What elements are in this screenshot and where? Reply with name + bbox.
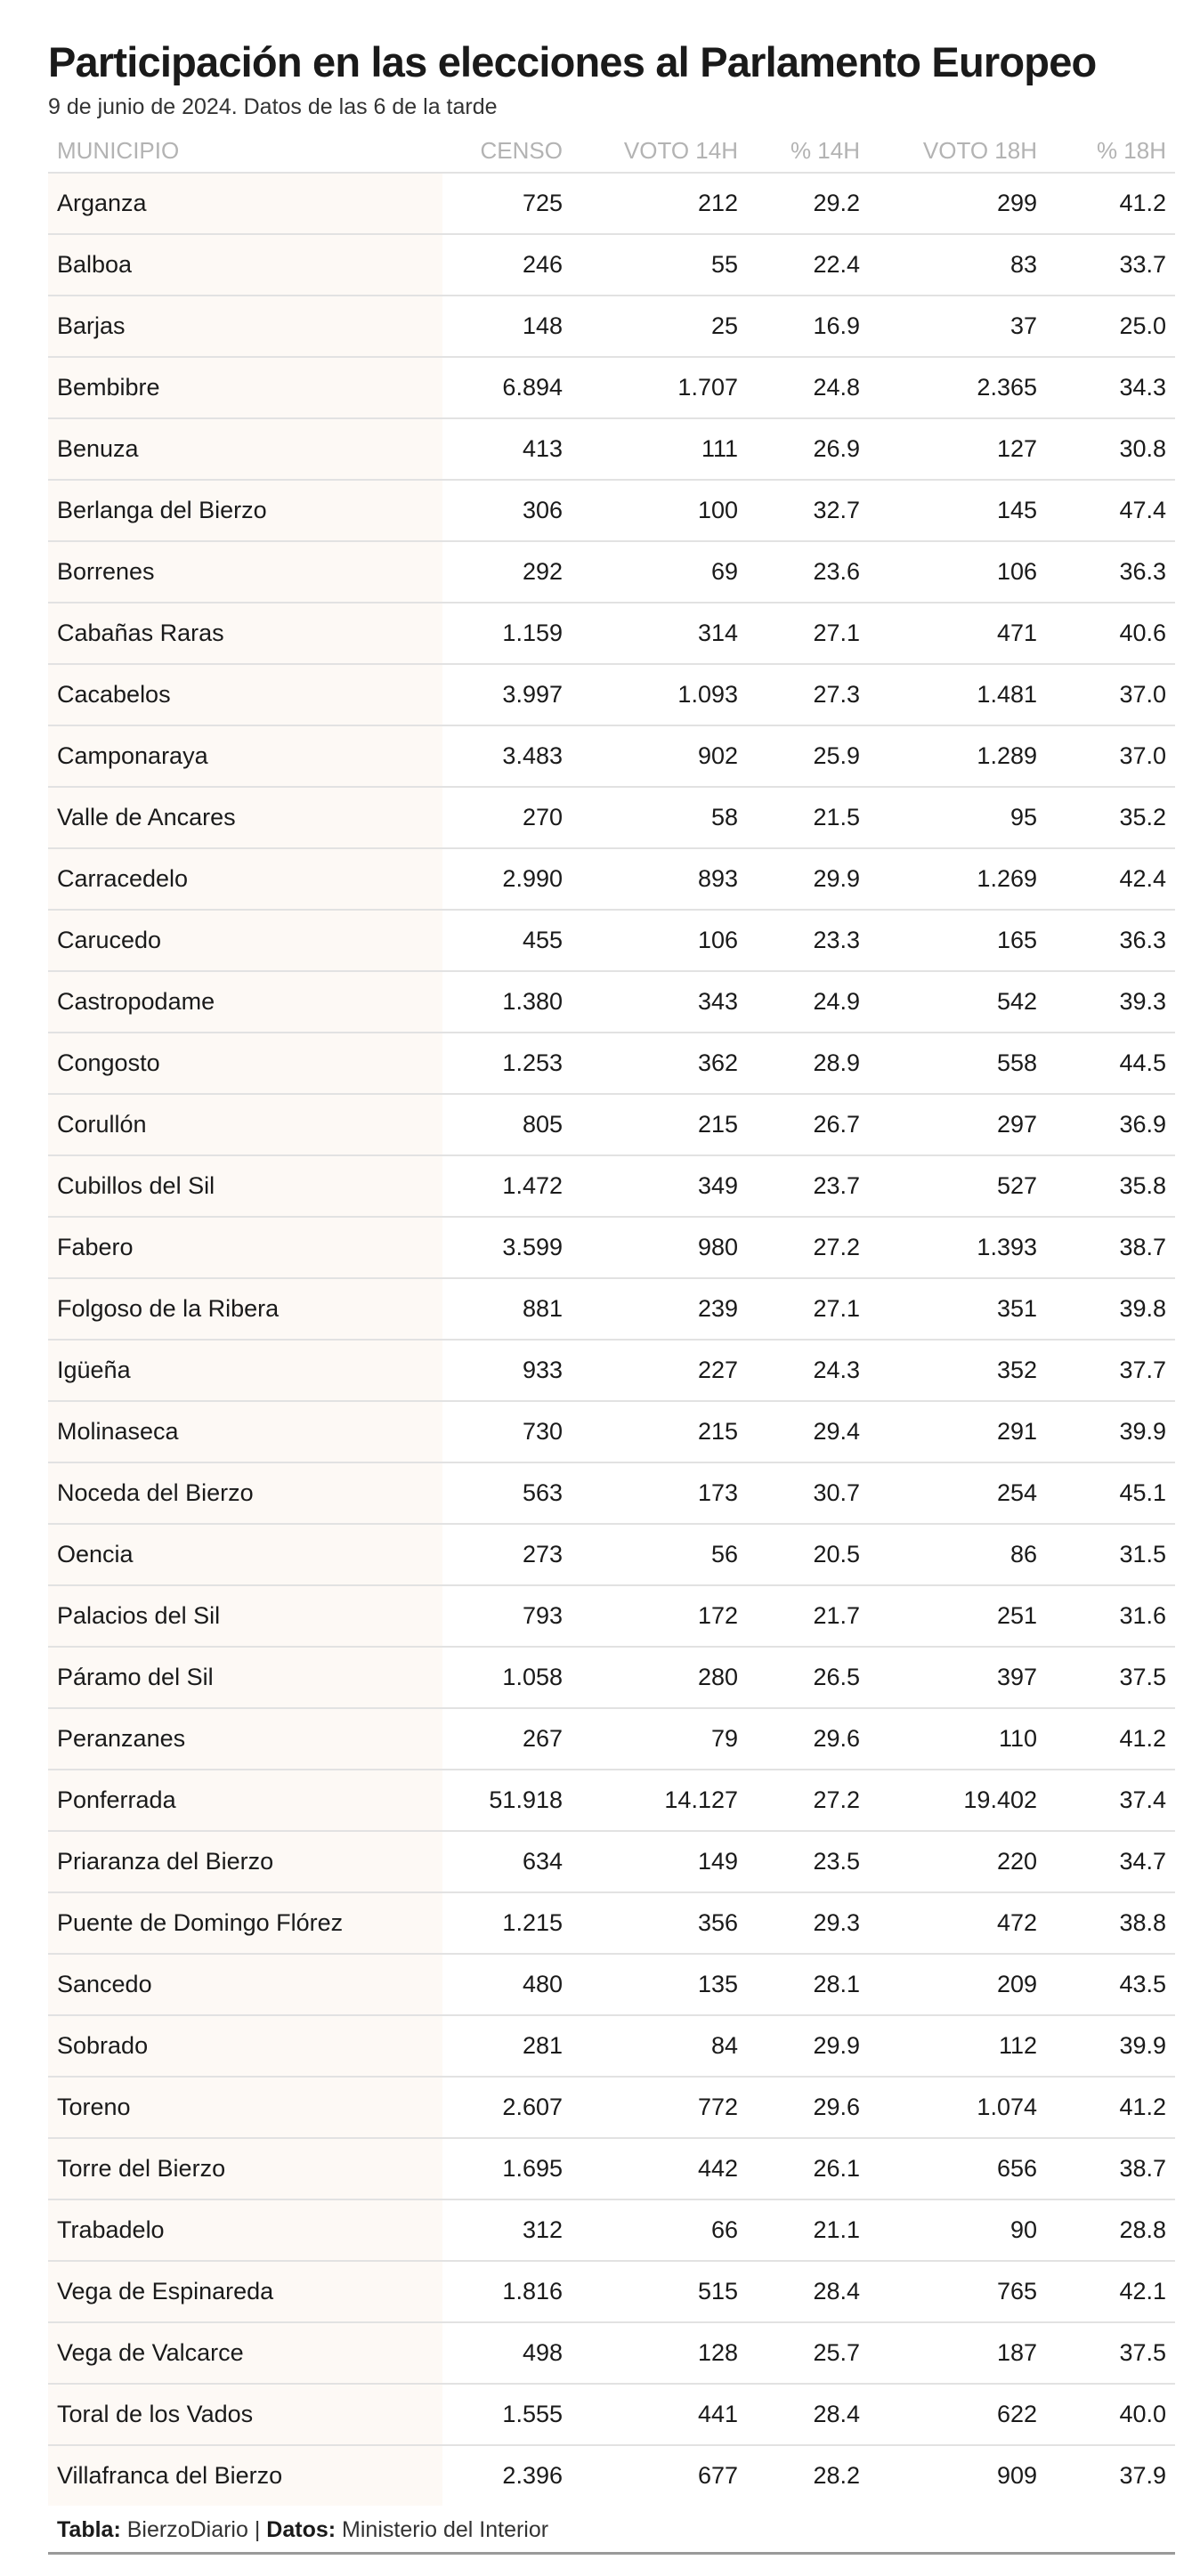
- cell-censo: 246: [442, 234, 572, 296]
- cell-pct-18h: 37.7: [1046, 1340, 1175, 1401]
- cell-voto-18h: 291: [869, 1401, 1046, 1462]
- cell-pct-14h: 27.1: [747, 1278, 869, 1340]
- table-row: [48, 1770, 1175, 1831]
- cell-municipio: Carucedo: [48, 910, 442, 971]
- cell-pct-18h: 36.9: [1046, 1094, 1175, 1155]
- cell-pct-14h: 29.4: [747, 1401, 869, 1462]
- table-row: [48, 1524, 1175, 1585]
- cell-pct-14h: 28.9: [747, 1033, 869, 1094]
- table-row: [48, 173, 1175, 234]
- cell-pct-14h: 27.2: [747, 1217, 869, 1278]
- table-card: [48, 34, 1175, 2555]
- cell-pct-18h: 41.2: [1046, 1708, 1175, 1770]
- footer-data-label: Datos:: [266, 2517, 336, 2542]
- table-row: [48, 910, 1175, 971]
- cell-censo: 1.695: [442, 2138, 572, 2199]
- cell-municipio: Barjas: [48, 296, 442, 357]
- cell-municipio: Arganza: [48, 173, 442, 234]
- cell-censo: 455: [442, 910, 572, 971]
- cell-pct-14h: 20.5: [747, 1524, 869, 1585]
- cell-pct-18h: 44.5: [1046, 1033, 1175, 1094]
- cell-voto-14h: 441: [572, 2384, 747, 2445]
- cell-voto-18h: 90: [869, 2199, 1046, 2261]
- cell-censo: 273: [442, 1524, 572, 1585]
- cell-censo: 480: [442, 1954, 572, 2015]
- table-row: [48, 480, 1175, 541]
- cell-voto-14h: 227: [572, 1340, 747, 1401]
- footer-data-value: Ministerio del Interior: [342, 2517, 549, 2542]
- cell-censo: 2.990: [442, 848, 572, 910]
- cell-municipio: Balboa: [48, 234, 442, 296]
- cell-voto-14h: 314: [572, 603, 747, 664]
- cell-voto-18h: 299: [869, 173, 1046, 234]
- footer-table-value: BierzoDiario: [126, 2517, 248, 2542]
- cell-pct-18h: 43.5: [1046, 1954, 1175, 2015]
- cell-voto-14h: 128: [572, 2322, 747, 2384]
- cell-voto-18h: 106: [869, 541, 1046, 603]
- cell-voto-14h: 106: [572, 910, 747, 971]
- cell-municipio: Cacabelos: [48, 664, 442, 725]
- cell-pct-14h: 29.9: [747, 848, 869, 910]
- cell-pct-18h: 25.0: [1046, 296, 1175, 357]
- cell-pct-14h: 27.1: [747, 603, 869, 664]
- cell-voto-14h: 25: [572, 296, 747, 357]
- cell-voto-14h: 1.707: [572, 357, 747, 418]
- cell-municipio: Cabañas Raras: [48, 603, 442, 664]
- cell-pct-14h: 23.3: [747, 910, 869, 971]
- cell-municipio: Molinaseca: [48, 1401, 442, 1462]
- cell-municipio: Sancedo: [48, 1954, 442, 2015]
- cell-municipio: Benuza: [48, 418, 442, 480]
- cell-censo: 1.159: [442, 603, 572, 664]
- cell-voto-18h: 622: [869, 2384, 1046, 2445]
- cell-pct-14h: 29.6: [747, 1708, 869, 1770]
- cell-pct-14h: 24.9: [747, 971, 869, 1033]
- cell-voto-18h: 187: [869, 2322, 1046, 2384]
- cell-pct-18h: 35.8: [1046, 1155, 1175, 1217]
- cell-censo: 933: [442, 1340, 572, 1401]
- table-row: [48, 357, 1175, 418]
- column-header-pct-14h[interactable]: % 14H: [790, 136, 860, 164]
- cell-censo: 634: [442, 1831, 572, 1892]
- cell-municipio: Puente de Domingo Flórez: [48, 1892, 442, 1954]
- cell-voto-18h: 297: [869, 1094, 1046, 1155]
- cell-pct-18h: 37.5: [1046, 2322, 1175, 2384]
- cell-voto-18h: 83: [869, 234, 1046, 296]
- cell-voto-18h: 471: [869, 603, 1046, 664]
- cell-voto-18h: 165: [869, 910, 1046, 971]
- cell-voto-18h: 1.074: [869, 2077, 1046, 2138]
- cell-pct-18h: 38.7: [1046, 2138, 1175, 2199]
- cell-censo: 730: [442, 1401, 572, 1462]
- cell-censo: 148: [442, 296, 572, 357]
- cell-pct-18h: 39.3: [1046, 971, 1175, 1033]
- cell-voto-18h: 765: [869, 2261, 1046, 2322]
- cell-voto-18h: 127: [869, 418, 1046, 480]
- cell-pct-18h: 30.8: [1046, 418, 1175, 480]
- cell-municipio: Congosto: [48, 1033, 442, 1094]
- cell-voto-18h: 542: [869, 971, 1046, 1033]
- column-header-municipio[interactable]: MUNICIPIO: [57, 136, 180, 164]
- cell-municipio: Toreno: [48, 2077, 442, 2138]
- cell-voto-14h: 442: [572, 2138, 747, 2199]
- bottom-divider: [48, 2552, 1175, 2555]
- table-row: [48, 1278, 1175, 1340]
- cell-pct-18h: 34.7: [1046, 1831, 1175, 1892]
- cell-pct-14h: 29.2: [747, 173, 869, 234]
- cell-censo: 292: [442, 541, 572, 603]
- cell-voto-14h: 980: [572, 1217, 747, 1278]
- cell-pct-14h: 24.3: [747, 1340, 869, 1401]
- cell-voto-18h: 19.402: [869, 1770, 1046, 1831]
- cell-municipio: Oencia: [48, 1524, 442, 1585]
- cell-voto-18h: 397: [869, 1647, 1046, 1708]
- cell-voto-14h: 215: [572, 1401, 747, 1462]
- cell-censo: 312: [442, 2199, 572, 2261]
- cell-censo: 793: [442, 1585, 572, 1647]
- cell-voto-18h: 558: [869, 1033, 1046, 1094]
- cell-censo: 725: [442, 173, 572, 234]
- cell-voto-18h: 110: [869, 1708, 1046, 1770]
- cell-pct-18h: 37.9: [1046, 2445, 1175, 2506]
- cell-voto-18h: 251: [869, 1585, 1046, 1647]
- cell-censo: 413: [442, 418, 572, 480]
- cell-voto-14h: 173: [572, 1462, 747, 1524]
- table-row: [48, 848, 1175, 910]
- cell-voto-18h: 220: [869, 1831, 1046, 1892]
- cell-voto-18h: 909: [869, 2445, 1046, 2506]
- cell-censo: 2.607: [442, 2077, 572, 2138]
- table-row: [48, 2138, 1175, 2199]
- cell-pct-14h: 29.6: [747, 2077, 869, 2138]
- column-header-pct-18h[interactable]: % 18H: [1096, 136, 1166, 164]
- cell-municipio: Torre del Bierzo: [48, 2138, 442, 2199]
- page-subtitle: 9 de junio de 2024. Datos de las 6 de la tarde: [48, 94, 498, 119]
- cell-voto-14h: 893: [572, 848, 747, 910]
- cell-pct-14h: 28.4: [747, 2261, 869, 2322]
- cell-censo: 51.918: [442, 1770, 572, 1831]
- cell-pct-14h: 23.7: [747, 1155, 869, 1217]
- cell-pct-18h: 38.8: [1046, 1892, 1175, 1954]
- cell-pct-18h: 37.0: [1046, 725, 1175, 787]
- page-title: Participación en las elecciones al Parlamento Europeo: [48, 38, 1097, 85]
- cell-municipio: Folgoso de la Ribera: [48, 1278, 442, 1340]
- cell-municipio: Sobrado: [48, 2015, 442, 2077]
- cell-censo: 3.483: [442, 725, 572, 787]
- turnout-table: [48, 129, 1175, 2506]
- cell-pct-14h: 25.9: [747, 725, 869, 787]
- cell-pct-14h: 26.5: [747, 1647, 869, 1708]
- cell-voto-14h: 1.093: [572, 664, 747, 725]
- cell-voto-14h: 56: [572, 1524, 747, 1585]
- cell-pct-18h: 37.4: [1046, 1770, 1175, 1831]
- cell-municipio: Carracedelo: [48, 848, 442, 910]
- cell-censo: 1.253: [442, 1033, 572, 1094]
- cell-censo: 281: [442, 2015, 572, 2077]
- cell-voto-18h: 1.269: [869, 848, 1046, 910]
- cell-voto-14h: 79: [572, 1708, 747, 1770]
- cell-pct-18h: 35.2: [1046, 787, 1175, 848]
- table-row: [48, 1155, 1175, 1217]
- cell-voto-14h: 172: [572, 1585, 747, 1647]
- cell-censo: 3.599: [442, 1217, 572, 1278]
- cell-pct-18h: 31.5: [1046, 1524, 1175, 1585]
- cell-pct-14h: 21.5: [747, 787, 869, 848]
- cell-censo: 1.215: [442, 1892, 572, 1954]
- cell-municipio: Páramo del Sil: [48, 1647, 442, 1708]
- cell-voto-18h: 2.365: [869, 357, 1046, 418]
- cell-pct-14h: 30.7: [747, 1462, 869, 1524]
- cell-municipio: Bembibre: [48, 357, 442, 418]
- cell-censo: 881: [442, 1278, 572, 1340]
- cell-municipio: Ponferrada: [48, 1770, 442, 1831]
- cell-municipio: Toral de los Vados: [48, 2384, 442, 2445]
- cell-pct-14h: 28.1: [747, 1954, 869, 2015]
- cell-pct-14h: 26.7: [747, 1094, 869, 1155]
- cell-voto-14h: 100: [572, 480, 747, 541]
- table-row: [48, 971, 1175, 1033]
- cell-pct-14h: 28.4: [747, 2384, 869, 2445]
- cell-pct-18h: 38.7: [1046, 1217, 1175, 1278]
- cell-voto-14h: 362: [572, 1033, 747, 1094]
- cell-municipio: Camponaraya: [48, 725, 442, 787]
- cell-pct-18h: 40.0: [1046, 2384, 1175, 2445]
- cell-pct-18h: 28.8: [1046, 2199, 1175, 2261]
- cell-voto-14h: 58: [572, 787, 747, 848]
- cell-municipio: Castropodame: [48, 971, 442, 1033]
- cell-voto-14h: 135: [572, 1954, 747, 2015]
- cell-voto-14h: 515: [572, 2261, 747, 2322]
- table-row: [48, 2445, 1175, 2506]
- cell-censo: 1.816: [442, 2261, 572, 2322]
- table-row: [48, 603, 1175, 664]
- cell-municipio: Corullón: [48, 1094, 442, 1155]
- table-header: [48, 129, 1175, 173]
- column-header-voto-14h[interactable]: VOTO 14H: [623, 136, 738, 164]
- cell-pct-18h: 36.3: [1046, 910, 1175, 971]
- cell-pct-14h: 29.3: [747, 1892, 869, 1954]
- table-row: [48, 2384, 1175, 2445]
- table-row: [48, 1647, 1175, 1708]
- cell-pct-18h: 42.1: [1046, 2261, 1175, 2322]
- cell-voto-18h: 112: [869, 2015, 1046, 2077]
- table-row: [48, 2261, 1175, 2322]
- cell-pct-18h: 39.9: [1046, 2015, 1175, 2077]
- cell-pct-14h: 21.7: [747, 1585, 869, 1647]
- cell-voto-18h: 656: [869, 2138, 1046, 2199]
- table-row: [48, 1954, 1175, 2015]
- table-row: [48, 1401, 1175, 1462]
- cell-voto-14h: 343: [572, 971, 747, 1033]
- cell-voto-14h: 69: [572, 541, 747, 603]
- table-row: [48, 664, 1175, 725]
- cell-voto-18h: 1.289: [869, 725, 1046, 787]
- cell-pct-14h: 27.3: [747, 664, 869, 725]
- cell-voto-14h: 280: [572, 1647, 747, 1708]
- table-row: [48, 541, 1175, 603]
- cell-pct-14h: 21.1: [747, 2199, 869, 2261]
- cell-pct-14h: 29.9: [747, 2015, 869, 2077]
- cell-censo: 805: [442, 1094, 572, 1155]
- cell-voto-14h: 356: [572, 1892, 747, 1954]
- cell-censo: 1.380: [442, 971, 572, 1033]
- cell-pct-18h: 40.6: [1046, 603, 1175, 664]
- cell-pct-18h: 34.3: [1046, 357, 1175, 418]
- cell-voto-18h: 1.393: [869, 1217, 1046, 1278]
- cell-censo: 498: [442, 2322, 572, 2384]
- table-row: [48, 787, 1175, 848]
- cell-pct-18h: 41.2: [1046, 2077, 1175, 2138]
- cell-municipio: Cubillos del Sil: [48, 1155, 442, 1217]
- table-body: [48, 173, 1175, 2506]
- cell-municipio: Palacios del Sil: [48, 1585, 442, 1647]
- cell-municipio: Berlanga del Bierzo: [48, 480, 442, 541]
- cell-municipio: Noceda del Bierzo: [48, 1462, 442, 1524]
- cell-pct-14h: 23.5: [747, 1831, 869, 1892]
- cell-pct-18h: 37.0: [1046, 664, 1175, 725]
- cell-censo: 1.555: [442, 2384, 572, 2445]
- cell-voto-14h: 677: [572, 2445, 747, 2506]
- cell-pct-18h: 39.8: [1046, 1278, 1175, 1340]
- table-row: [48, 1462, 1175, 1524]
- cell-censo: 270: [442, 787, 572, 848]
- table-row: [48, 234, 1175, 296]
- cell-voto-14h: 66: [572, 2199, 747, 2261]
- cell-voto-18h: 254: [869, 1462, 1046, 1524]
- cell-municipio: Igüeña: [48, 1340, 442, 1401]
- cell-pct-18h: 41.2: [1046, 173, 1175, 234]
- table-row: [48, 2199, 1175, 2261]
- table-row: [48, 1094, 1175, 1155]
- table-row: [48, 1892, 1175, 1954]
- cell-censo: 1.058: [442, 1647, 572, 1708]
- cell-pct-14h: 16.9: [747, 296, 869, 357]
- column-header-voto-18h[interactable]: VOTO 18H: [922, 136, 1037, 164]
- cell-pct-14h: 26.1: [747, 2138, 869, 2199]
- table-row: [48, 1033, 1175, 1094]
- cell-voto-18h: 472: [869, 1892, 1046, 1954]
- table-row: [48, 1217, 1175, 1278]
- cell-voto-18h: 527: [869, 1155, 1046, 1217]
- cell-pct-18h: 31.6: [1046, 1585, 1175, 1647]
- source-footer: [48, 2515, 1175, 2545]
- table-row: [48, 1708, 1175, 1770]
- cell-voto-18h: 37: [869, 296, 1046, 357]
- header-row: [48, 129, 1175, 173]
- cell-pct-14h: 28.2: [747, 2445, 869, 2506]
- cell-voto-14h: 55: [572, 234, 747, 296]
- cell-municipio: Borrenes: [48, 541, 442, 603]
- cell-pct-18h: 33.7: [1046, 234, 1175, 296]
- cell-pct-14h: 32.7: [747, 480, 869, 541]
- cell-pct-18h: 37.5: [1046, 1647, 1175, 1708]
- cell-censo: 6.894: [442, 357, 572, 418]
- cell-censo: 3.997: [442, 664, 572, 725]
- cell-voto-18h: 86: [869, 1524, 1046, 1585]
- cell-pct-18h: 45.1: [1046, 1462, 1175, 1524]
- column-header-censo[interactable]: CENSO: [480, 136, 563, 164]
- cell-voto-14h: 772: [572, 2077, 747, 2138]
- cell-voto-14h: 111: [572, 418, 747, 480]
- cell-censo: 2.396: [442, 2445, 572, 2506]
- cell-voto-18h: 145: [869, 480, 1046, 541]
- table-row: [48, 1831, 1175, 1892]
- table-row: [48, 1340, 1175, 1401]
- cell-municipio: Valle de Ancares: [48, 787, 442, 848]
- cell-pct-14h: 22.4: [747, 234, 869, 296]
- cell-pct-18h: 36.3: [1046, 541, 1175, 603]
- table-row: [48, 2322, 1175, 2384]
- cell-voto-14h: 14.127: [572, 1770, 747, 1831]
- table-row: [48, 296, 1175, 357]
- cell-municipio: Peranzanes: [48, 1708, 442, 1770]
- cell-municipio: Priaranza del Bierzo: [48, 1831, 442, 1892]
- cell-pct-14h: 26.9: [747, 418, 869, 480]
- cell-censo: 267: [442, 1708, 572, 1770]
- cell-voto-18h: 209: [869, 1954, 1046, 2015]
- cell-voto-18h: 352: [869, 1340, 1046, 1401]
- cell-voto-18h: 1.481: [869, 664, 1046, 725]
- cell-censo: 306: [442, 480, 572, 541]
- cell-pct-14h: 24.8: [747, 357, 869, 418]
- table-row: [48, 2015, 1175, 2077]
- cell-voto-14h: 149: [572, 1831, 747, 1892]
- cell-voto-18h: 95: [869, 787, 1046, 848]
- cell-voto-14h: 902: [572, 725, 747, 787]
- cell-municipio: Vega de Espinareda: [48, 2261, 442, 2322]
- cell-censo: 1.472: [442, 1155, 572, 1217]
- cell-censo: 563: [442, 1462, 572, 1524]
- cell-voto-18h: 351: [869, 1278, 1046, 1340]
- cell-municipio: Fabero: [48, 1217, 442, 1278]
- table-row: [48, 2077, 1175, 2138]
- cell-pct-18h: 42.4: [1046, 848, 1175, 910]
- cell-pct-18h: 39.9: [1046, 1401, 1175, 1462]
- footer-table-label: Tabla:: [57, 2517, 121, 2542]
- cell-municipio: Trabadelo: [48, 2199, 442, 2261]
- cell-voto-14h: 239: [572, 1278, 747, 1340]
- cell-voto-14h: 215: [572, 1094, 747, 1155]
- table-row: [48, 418, 1175, 480]
- cell-pct-14h: 23.6: [747, 541, 869, 603]
- cell-voto-14h: 212: [572, 173, 747, 234]
- table-row: [48, 725, 1175, 787]
- cell-pct-18h: 47.4: [1046, 480, 1175, 541]
- cell-pct-14h: 27.2: [747, 1770, 869, 1831]
- cell-voto-14h: 84: [572, 2015, 747, 2077]
- cell-voto-14h: 349: [572, 1155, 747, 1217]
- table-row: [48, 1585, 1175, 1647]
- footer-separator: |: [254, 2517, 261, 2542]
- cell-pct-14h: 25.7: [747, 2322, 869, 2384]
- cell-municipio: Vega de Valcarce: [48, 2322, 442, 2384]
- cell-municipio: Villafranca del Bierzo: [48, 2445, 442, 2506]
